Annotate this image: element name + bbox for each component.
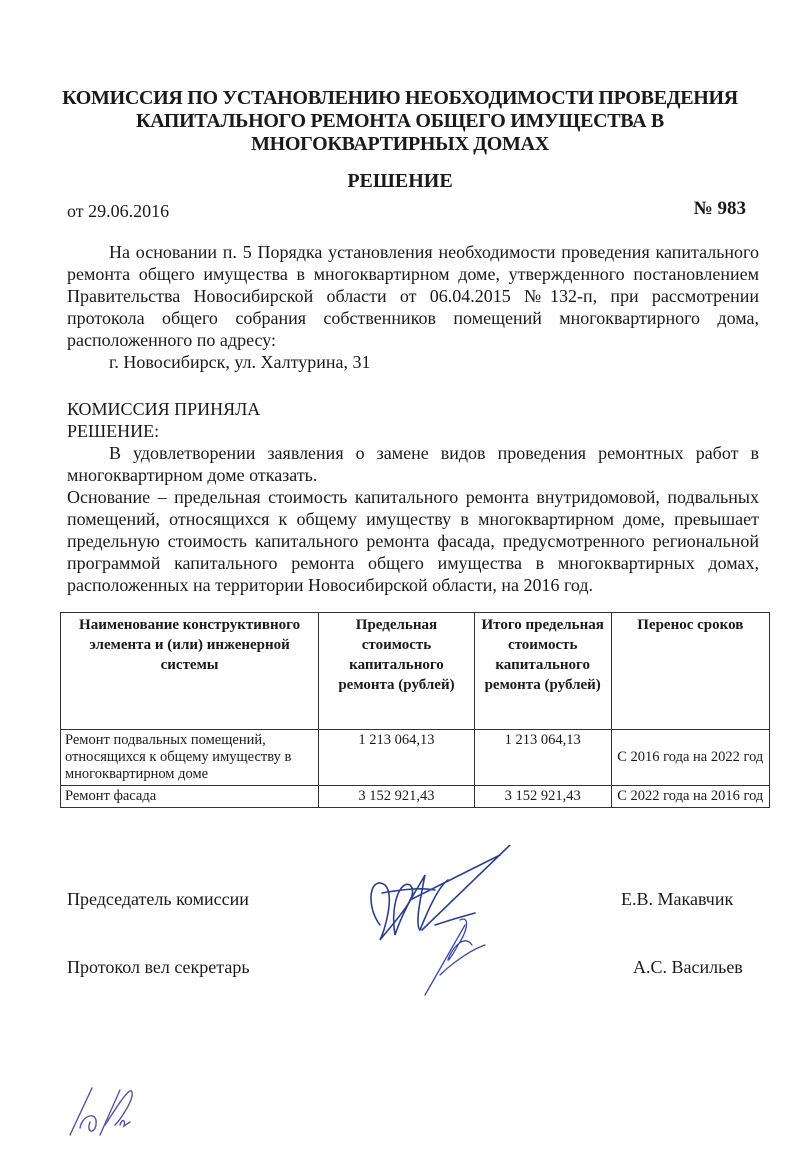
row-transfer: С 2016 года на 2022 год [611, 730, 769, 786]
document-date: от 29.06.2016 [67, 201, 170, 221]
row-name: Ремонт подвальных помещений, относящихся к общему имуществу в многоквартирном доме [61, 730, 319, 786]
chair-label: Председатель комиссии [67, 889, 249, 909]
title-line: КОМИССИЯ ПО УСТАНОВЛЕНИЮ НЕОБХОДИМОСТИ ПРОВЕДЕНИЯ [62, 87, 738, 109]
cost-table [60, 612, 770, 808]
row-cost: 3 152 921,43 [319, 786, 475, 808]
address: г. Новосибирск, ул. Халтурина, 31 [109, 352, 371, 372]
row-name: Ремонт фасада [61, 786, 319, 808]
title-line: МНОГОКВАРТИРНЫХ ДОМАХ [251, 133, 549, 155]
decision-basis: Основание – предельная стоимость капитального ремонта внутридомовой, подвальных помещений, относящихся к общему имуществу в многоквартирном доме, превышает предельную стоимость капитального ремонта фасада, предусмотренного региональной программой капитального ремонта общего имущества в многоквартирных домах, расположенных на территории Новосибирской области, на 2016 год. [67, 487, 759, 595]
decision-section [67, 398, 759, 596]
decision-heading-2: РЕШЕНИЕ: [67, 421, 160, 441]
commission-title [60, 87, 740, 156]
table-row [61, 786, 770, 808]
document-type: РЕШЕНИЕ [347, 170, 453, 192]
preamble-text: На основании п. 5 Порядка установления необходимости проведения капитального ремонта общего имущества в многоквартирном доме, утвержденного постановлением Правительства Новосибирской области от 06.04.2015 №132-п, при рассмотрении протокола общего собрания собственников помещений многоквартирного дома, расположенного по адресу: [67, 242, 759, 350]
decision-text: В удовлетворении заявления о замене видов проведения ремонтных работ в многоквартирном доме отказать. [67, 443, 759, 485]
header-element-name: Наименование конструктивного элемента и (или) инженерной системы [61, 613, 319, 730]
secretary-name: А.С. Васильев [633, 957, 743, 977]
header-total: Итого предельная стоимость капитального ремонта (рублей) [474, 613, 611, 730]
preamble [67, 241, 759, 373]
secretary-label: Протокол вел секретарь [67, 957, 250, 977]
document-number: № 983 [693, 198, 746, 219]
chair-name: Е.В. Макавчик [621, 889, 734, 909]
chair-signature-icon [360, 845, 530, 1005]
header-cost: Предельная стоимость капитального ремонта (рублей) [319, 613, 475, 730]
row-total: 1 213 064,13 [474, 730, 611, 786]
table-row [61, 730, 770, 786]
table-header-row [61, 613, 770, 730]
row-transfer: С 2022 года на 2016 год [611, 786, 769, 808]
decision-heading-1: КОМИССИЯ ПРИНЯЛА [67, 399, 261, 419]
row-total: 3 152 921,43 [474, 786, 611, 808]
header-transfer: Перенос сроков [611, 613, 769, 730]
title-line: КАПИТАЛЬНОГО РЕМОНТА ОБЩЕГО ИМУЩЕСТВА В [136, 110, 664, 132]
initials-signature-icon [60, 1080, 150, 1140]
row-cost: 1 213 064,13 [319, 730, 475, 786]
